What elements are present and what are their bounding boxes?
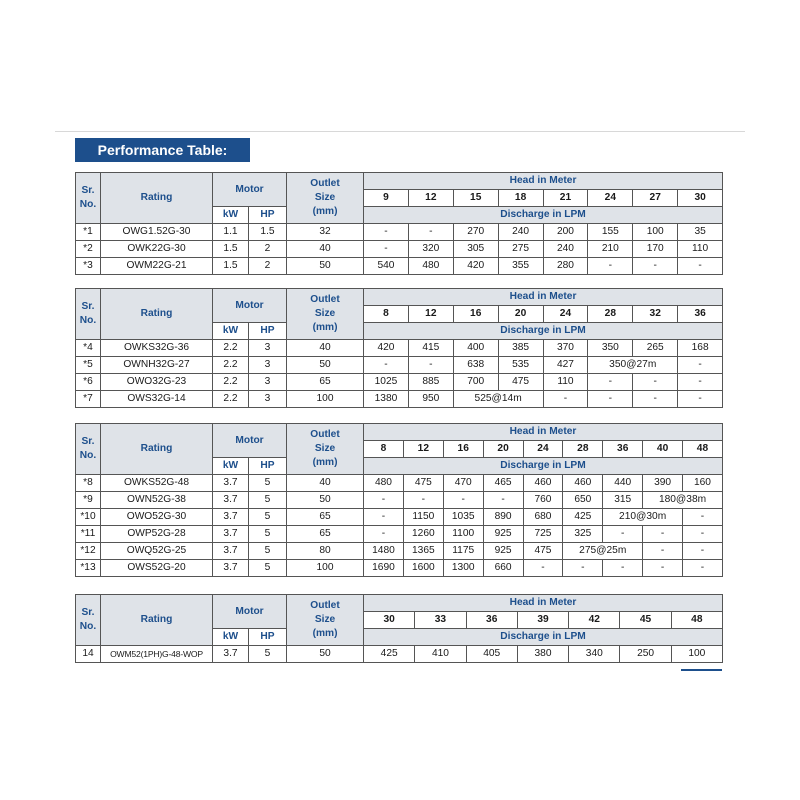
head-value: 16: [453, 306, 498, 323]
discharge-cell: 405: [466, 646, 517, 663]
table-row: [76, 492, 723, 509]
rating-cell: OWKS32G-36: [101, 340, 213, 357]
kw-cell: 3.7: [213, 543, 249, 560]
discharge-cell: 1100: [443, 526, 483, 543]
head-value: 24: [523, 441, 563, 458]
discharge-cell: 350@27m: [588, 357, 678, 374]
table-row: [76, 340, 723, 357]
head-value: 28: [563, 441, 603, 458]
outlet-size-header: [287, 289, 364, 340]
discharge-cell: 480: [408, 258, 453, 275]
kw-cell: 1.5: [213, 258, 249, 275]
performance-table: [75, 423, 723, 577]
discharge-cell: 400: [453, 340, 498, 357]
head-value: 16: [443, 441, 483, 458]
discharge-cell: 1150: [403, 509, 443, 526]
kw-cell: 3.7: [213, 526, 249, 543]
hp-cell: 2: [249, 241, 287, 258]
hp-cell: 5: [249, 646, 287, 663]
discharge-cell: 155: [588, 224, 633, 241]
outlet-cell: 100: [287, 560, 364, 577]
table-row: [76, 374, 723, 391]
discharge-cell: 350: [588, 340, 633, 357]
sr-no-cell: *3: [76, 258, 101, 275]
motor-header: Motor: [213, 173, 287, 207]
kw-cell: 2.2: [213, 340, 249, 357]
discharge-cell: 250: [620, 646, 671, 663]
table-row: [76, 560, 723, 577]
size-label: Size: [314, 308, 336, 319]
mm-label: (mm): [312, 457, 338, 468]
rating-cell: OWQ52G-25: [101, 543, 213, 560]
head-value: 24: [588, 190, 633, 207]
head-value: 32: [633, 306, 678, 323]
head-value: 12: [403, 441, 443, 458]
rating-cell: OWK22G-30: [101, 241, 213, 258]
hp-cell: 3: [249, 340, 287, 357]
hp-cell: 5: [249, 526, 287, 543]
motor-header: Motor: [213, 424, 287, 458]
sr-no-header: [76, 595, 101, 646]
discharge-cell: -: [678, 357, 723, 374]
rating-cell: OWG1.52G-30: [101, 224, 213, 241]
discharge-cell: 210@30m: [603, 509, 683, 526]
discharge-cell: 425: [364, 646, 415, 663]
head-value: 24: [543, 306, 588, 323]
discharge-cell: 415: [408, 340, 453, 357]
discharge-cell: -: [543, 391, 588, 408]
sr-no-header: [76, 424, 101, 475]
discharge-cell: 100: [671, 646, 722, 663]
discharge-cell: 1600: [403, 560, 443, 577]
size-label: Size: [314, 443, 336, 454]
discharge-cell: -: [588, 391, 633, 408]
table-row: [76, 224, 723, 241]
discharge-cell: 475: [523, 543, 563, 560]
no-label: No.: [79, 199, 97, 210]
sr-no-cell: *1: [76, 224, 101, 241]
discharge-cell: 370: [543, 340, 588, 357]
head-value: 8: [364, 306, 409, 323]
hp-header: HP: [249, 629, 287, 646]
discharge-cell: 270: [453, 224, 498, 241]
discharge-cell: 680: [523, 509, 563, 526]
sr-no-cell: *2: [76, 241, 101, 258]
discharge-cell: 210: [588, 241, 633, 258]
table-row: [76, 241, 723, 258]
discharge-cell: 725: [523, 526, 563, 543]
sr-label: Sr.: [81, 436, 95, 447]
head-value: 9: [364, 190, 409, 207]
discharge-cell: -: [443, 492, 483, 509]
discharge-cell: -: [633, 258, 678, 275]
discharge-cell: 1175: [443, 543, 483, 560]
sr-label: Sr.: [81, 607, 95, 618]
outlet-cell: 50: [287, 258, 364, 275]
discharge-cell: 325: [563, 526, 603, 543]
discharge-cell: 35: [678, 224, 723, 241]
hp-cell: 1.5: [249, 224, 287, 241]
outlet-cell: 32: [287, 224, 364, 241]
discharge-cell: -: [633, 374, 678, 391]
rating-header: Rating: [101, 424, 213, 475]
discharge-cell: -: [364, 357, 409, 374]
kw-cell: 3.7: [213, 492, 249, 509]
head-value: 30: [678, 190, 723, 207]
discharge-cell: 168: [678, 340, 723, 357]
discharge-cell: -: [408, 357, 453, 374]
kw-cell: 3.7: [213, 475, 249, 492]
discharge-cell: 100: [633, 224, 678, 241]
discharge-cell: 1035: [443, 509, 483, 526]
discharge-cell: 1690: [364, 560, 404, 577]
kw-cell: 3.7: [213, 646, 249, 663]
rating-header: Rating: [101, 289, 213, 340]
outlet-size-header: [287, 595, 364, 646]
discharge-cell: -: [683, 560, 723, 577]
head-value: 20: [483, 441, 523, 458]
discharge-cell: -: [563, 560, 603, 577]
hp-cell: 5: [249, 560, 287, 577]
rating-cell: OWN52G-38: [101, 492, 213, 509]
discharge-cell: 410: [415, 646, 466, 663]
discharge-cell: 1300: [443, 560, 483, 577]
head-value: 36: [466, 612, 517, 629]
discharge-cell: -: [643, 543, 683, 560]
discharge-lpm-header: Discharge in LPM: [364, 629, 723, 646]
discharge-cell: 760: [523, 492, 563, 509]
head-value: 8: [364, 441, 404, 458]
kw-header: kW: [213, 323, 249, 340]
outlet-size-header: [287, 173, 364, 224]
rating-cell: OWS52G-20: [101, 560, 213, 577]
discharge-cell: 200: [543, 224, 588, 241]
performance-table: [75, 594, 723, 663]
head-in-meter-header: Head in Meter: [364, 424, 723, 441]
performance-table: [75, 288, 723, 408]
discharge-cell: 460: [523, 475, 563, 492]
no-label: No.: [79, 621, 97, 632]
discharge-cell: 420: [364, 340, 409, 357]
discharge-cell: 340: [569, 646, 620, 663]
hp-cell: 3: [249, 357, 287, 374]
kw-cell: 1.1: [213, 224, 249, 241]
discharge-cell: 475: [498, 374, 543, 391]
head-value: 39: [517, 612, 568, 629]
discharge-cell: -: [364, 526, 404, 543]
discharge-cell: 925: [483, 526, 523, 543]
discharge-lpm-header: Discharge in LPM: [364, 458, 723, 475]
discharge-cell: 535: [498, 357, 543, 374]
rating-cell: OWO32G-23: [101, 374, 213, 391]
table-row: [76, 357, 723, 374]
discharge-cell: -: [603, 560, 643, 577]
discharge-cell: 1025: [364, 374, 409, 391]
discharge-cell: 385: [498, 340, 543, 357]
discharge-cell: 1365: [403, 543, 443, 560]
discharge-cell: -: [364, 509, 404, 526]
hp-cell: 5: [249, 543, 287, 560]
bottom-accent-line: [681, 669, 722, 671]
size-label: Size: [314, 192, 336, 203]
discharge-cell: 280: [543, 258, 588, 275]
rating-cell: OWKS52G-48: [101, 475, 213, 492]
discharge-lpm-header: Discharge in LPM: [364, 207, 723, 224]
hp-cell: 2: [249, 258, 287, 275]
discharge-cell: 160: [683, 475, 723, 492]
discharge-cell: -: [643, 526, 683, 543]
rating-header: Rating: [101, 173, 213, 224]
head-value: 12: [408, 306, 453, 323]
discharge-cell: 460: [563, 475, 603, 492]
table-row: [76, 646, 723, 663]
discharge-cell: -: [678, 391, 723, 408]
head-value: 27: [633, 190, 678, 207]
discharge-cell: 240: [543, 241, 588, 258]
hp-header: HP: [249, 323, 287, 340]
outlet-label: Outlet: [310, 600, 340, 611]
head-in-meter-header: Head in Meter: [364, 289, 723, 306]
sr-no-cell: *13: [76, 560, 101, 577]
outlet-cell: 40: [287, 340, 364, 357]
sr-no-cell: *11: [76, 526, 101, 543]
discharge-cell: -: [603, 526, 643, 543]
discharge-cell: 110: [543, 374, 588, 391]
hp-cell: 5: [249, 492, 287, 509]
outlet-cell: 40: [287, 241, 364, 258]
performance-table: [75, 172, 723, 275]
outlet-cell: 100: [287, 391, 364, 408]
discharge-cell: 885: [408, 374, 453, 391]
discharge-cell: 355: [498, 258, 543, 275]
kw-cell: 2.2: [213, 357, 249, 374]
sr-no-cell: *9: [76, 492, 101, 509]
discharge-cell: -: [364, 492, 404, 509]
hp-cell: 3: [249, 391, 287, 408]
kw-cell: 3.7: [213, 509, 249, 526]
hp-cell: 3: [249, 374, 287, 391]
head-value: 30: [364, 612, 415, 629]
outlet-label: Outlet: [310, 429, 340, 440]
discharge-cell: 660: [483, 560, 523, 577]
sr-label: Sr.: [81, 185, 95, 196]
sr-no-cell: *5: [76, 357, 101, 374]
sr-no-cell: *10: [76, 509, 101, 526]
sr-label: Sr.: [81, 301, 95, 312]
table-row: [76, 526, 723, 543]
discharge-cell: 540: [364, 258, 409, 275]
discharge-cell: -: [683, 526, 723, 543]
discharge-cell: -: [683, 509, 723, 526]
discharge-cell: -: [588, 374, 633, 391]
sr-no-cell: *4: [76, 340, 101, 357]
discharge-cell: 425: [563, 509, 603, 526]
discharge-cell: 465: [483, 475, 523, 492]
outlet-cell: 65: [287, 509, 364, 526]
size-label: Size: [314, 614, 336, 625]
discharge-cell: -: [588, 258, 633, 275]
discharge-cell: -: [364, 241, 409, 258]
outlet-cell: 65: [287, 374, 364, 391]
head-value: 18: [498, 190, 543, 207]
discharge-cell: 380: [517, 646, 568, 663]
discharge-cell: 320: [408, 241, 453, 258]
outlet-label: Outlet: [310, 294, 340, 305]
discharge-cell: 890: [483, 509, 523, 526]
discharge-cell: 470: [443, 475, 483, 492]
head-value: 40: [643, 441, 683, 458]
head-value: 33: [415, 612, 466, 629]
table-row: [76, 543, 723, 560]
rating-cell: OWP52G-28: [101, 526, 213, 543]
head-value: 36: [678, 306, 723, 323]
discharge-cell: 275@25m: [563, 543, 643, 560]
discharge-cell: 427: [543, 357, 588, 374]
discharge-cell: 525@14m: [453, 391, 543, 408]
rating-cell: OWM22G-21: [101, 258, 213, 275]
discharge-cell: 440: [603, 475, 643, 492]
table-row: [76, 475, 723, 492]
discharge-cell: 305: [453, 241, 498, 258]
discharge-cell: -: [678, 374, 723, 391]
discharge-cell: -: [523, 560, 563, 577]
sr-no-cell: 14: [76, 646, 101, 663]
head-value: 20: [498, 306, 543, 323]
outlet-cell: 50: [287, 357, 364, 374]
head-value: 36: [603, 441, 643, 458]
kw-header: kW: [213, 207, 249, 224]
mm-label: (mm): [312, 322, 338, 333]
kw-cell: 2.2: [213, 374, 249, 391]
discharge-cell: 480: [364, 475, 404, 492]
hp-cell: 5: [249, 509, 287, 526]
discharge-cell: 700: [453, 374, 498, 391]
sr-no-cell: *12: [76, 543, 101, 560]
discharge-cell: 240: [498, 224, 543, 241]
head-in-meter-header: Head in Meter: [364, 595, 723, 612]
sr-no-cell: *6: [76, 374, 101, 391]
discharge-cell: 420: [453, 258, 498, 275]
discharge-cell: 180@38m: [643, 492, 723, 509]
discharge-cell: 170: [633, 241, 678, 258]
table-row: [76, 509, 723, 526]
discharge-cell: 475: [403, 475, 443, 492]
discharge-cell: -: [403, 492, 443, 509]
table-row: [76, 258, 723, 275]
discharge-cell: 110: [678, 241, 723, 258]
discharge-lpm-header: Discharge in LPM: [364, 323, 723, 340]
hp-header: HP: [249, 207, 287, 224]
head-in-meter-header: Head in Meter: [364, 173, 723, 190]
no-label: No.: [79, 315, 97, 326]
kw-cell: 3.7: [213, 560, 249, 577]
top-divider: [55, 131, 745, 132]
discharge-cell: 950: [408, 391, 453, 408]
rating-cell: OWM52(1PH)G-48-WOP: [101, 646, 213, 663]
hp-cell: 5: [249, 475, 287, 492]
discharge-cell: -: [364, 224, 409, 241]
head-value: 15: [453, 190, 498, 207]
discharge-cell: -: [678, 258, 723, 275]
head-value: 42: [569, 612, 620, 629]
sr-no-header: [76, 289, 101, 340]
head-value: 12: [408, 190, 453, 207]
discharge-cell: 650: [563, 492, 603, 509]
head-value: 28: [588, 306, 633, 323]
discharge-cell: 275: [498, 241, 543, 258]
kw-header: kW: [213, 458, 249, 475]
sr-no-cell: *8: [76, 475, 101, 492]
head-value: 48: [683, 441, 723, 458]
sr-no-cell: *7: [76, 391, 101, 408]
table-row: [76, 391, 723, 408]
discharge-cell: 315: [603, 492, 643, 509]
hp-header: HP: [249, 458, 287, 475]
no-label: No.: [79, 450, 97, 461]
head-value: 48: [671, 612, 722, 629]
discharge-cell: 925: [483, 543, 523, 560]
rating-cell: OWS32G-14: [101, 391, 213, 408]
mm-label: (mm): [312, 206, 338, 217]
discharge-cell: -: [408, 224, 453, 241]
discharge-cell: 265: [633, 340, 678, 357]
motor-header: Motor: [213, 289, 287, 323]
discharge-cell: 1260: [403, 526, 443, 543]
discharge-cell: 390: [643, 475, 683, 492]
motor-header: Motor: [213, 595, 287, 629]
rating-header: Rating: [101, 595, 213, 646]
rating-cell: OWO52G-30: [101, 509, 213, 526]
outlet-cell: 40: [287, 475, 364, 492]
mm-label: (mm): [312, 628, 338, 639]
discharge-cell: -: [483, 492, 523, 509]
discharge-cell: -: [633, 391, 678, 408]
outlet-cell: 65: [287, 526, 364, 543]
outlet-cell: 80: [287, 543, 364, 560]
outlet-cell: 50: [287, 646, 364, 663]
discharge-cell: 1480: [364, 543, 404, 560]
discharge-cell: -: [643, 560, 683, 577]
outlet-label: Outlet: [310, 178, 340, 189]
kw-header: kW: [213, 629, 249, 646]
rating-cell: OWNH32G-27: [101, 357, 213, 374]
head-value: 21: [543, 190, 588, 207]
sr-no-header: [76, 173, 101, 224]
page-title: Performance Table:: [75, 138, 250, 162]
outlet-cell: 50: [287, 492, 364, 509]
discharge-cell: -: [683, 543, 723, 560]
kw-cell: 1.5: [213, 241, 249, 258]
discharge-cell: 1380: [364, 391, 409, 408]
discharge-cell: 638: [453, 357, 498, 374]
kw-cell: 2.2: [213, 391, 249, 408]
outlet-size-header: [287, 424, 364, 475]
head-value: 45: [620, 612, 671, 629]
